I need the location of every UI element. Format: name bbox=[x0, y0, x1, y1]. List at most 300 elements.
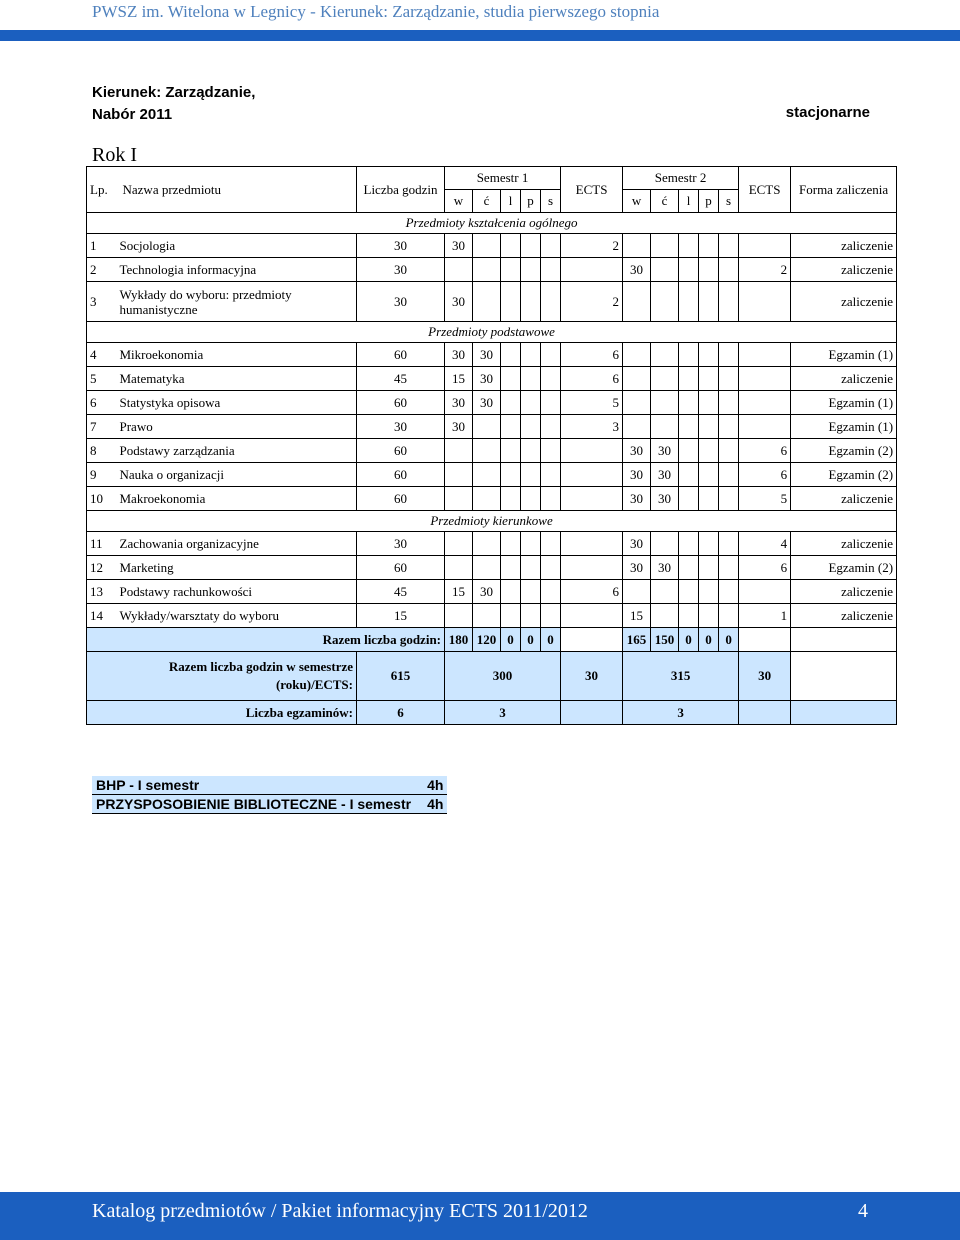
row-s1-cell bbox=[473, 258, 501, 282]
row-s1-cell bbox=[541, 556, 561, 580]
semester-totals-row bbox=[87, 652, 897, 701]
header-ects-1: ECTS bbox=[561, 167, 623, 213]
row-s2-cell: 30 bbox=[623, 556, 651, 580]
row-ects-2: 6 bbox=[739, 439, 791, 463]
row-s2-cell bbox=[699, 439, 719, 463]
table-row bbox=[87, 487, 897, 511]
page-number: 4 bbox=[858, 1200, 868, 1222]
row-lp: 13 bbox=[87, 580, 117, 604]
row-s1-cell bbox=[541, 258, 561, 282]
row-s1-cell bbox=[521, 487, 541, 511]
row-lp: 7 bbox=[87, 415, 117, 439]
row-s1-cell: 30 bbox=[473, 367, 501, 391]
row-s2-cell bbox=[719, 580, 739, 604]
row-lp: 9 bbox=[87, 463, 117, 487]
exam-count-empty-2 bbox=[739, 701, 791, 725]
row-forma: Egzamin (2) bbox=[791, 439, 897, 463]
extra-courses bbox=[92, 776, 447, 814]
row-hours: 30 bbox=[357, 234, 445, 258]
table-row bbox=[87, 258, 897, 282]
row-s2-cell: 30 bbox=[623, 463, 651, 487]
row-subject-name: Wykłady do wyboru: przedmioty humanistyczne bbox=[117, 282, 357, 322]
total-s1-cell: 120 bbox=[473, 628, 501, 652]
row-s1-cell bbox=[473, 556, 501, 580]
row-s2-cell bbox=[679, 439, 699, 463]
row-s2-cell bbox=[679, 258, 699, 282]
row-s1-cell bbox=[473, 604, 501, 628]
row-subject-name: Podstawy rachunkowości bbox=[117, 580, 357, 604]
extra-course-value: 4h bbox=[423, 776, 447, 795]
exam-count-empty-1 bbox=[561, 701, 623, 725]
row-subject-name: Nauka o organizacji bbox=[117, 463, 357, 487]
semester-total-hours: 615 bbox=[357, 652, 445, 701]
row-s2-cell bbox=[651, 343, 679, 367]
row-s2-cell: 30 bbox=[623, 532, 651, 556]
subheader-cell: p bbox=[699, 190, 719, 213]
row-ects-2 bbox=[739, 282, 791, 322]
row-lp: 1 bbox=[87, 234, 117, 258]
row-s2-cell: 30 bbox=[623, 258, 651, 282]
row-hours: 60 bbox=[357, 463, 445, 487]
row-s1-cell bbox=[501, 415, 521, 439]
row-s2-cell bbox=[623, 343, 651, 367]
row-s1-cell bbox=[521, 258, 541, 282]
row-s2-cell bbox=[719, 604, 739, 628]
program-info bbox=[92, 82, 255, 126]
row-s2-cell bbox=[623, 580, 651, 604]
row-forma: zaliczenie bbox=[791, 367, 897, 391]
semester-2-ects: 30 bbox=[739, 652, 791, 701]
row-subject-name: Socjologia bbox=[117, 234, 357, 258]
row-ects-2: 6 bbox=[739, 556, 791, 580]
header-title: PWSZ im. Witelona w Legnicy - Kierunek: Zarządzanie, studia pierwszego stopnia bbox=[92, 2, 660, 21]
row-s2-cell bbox=[699, 604, 719, 628]
section-title: Przedmioty podstawowe bbox=[87, 322, 897, 343]
row-s1-cell bbox=[541, 487, 561, 511]
section-row bbox=[87, 322, 897, 343]
row-forma: Egzamin (1) bbox=[791, 415, 897, 439]
row-ects-1: 6 bbox=[561, 343, 623, 367]
row-s1-cell bbox=[541, 604, 561, 628]
row-lp: 6 bbox=[87, 391, 117, 415]
exam-count-total: 6 bbox=[357, 701, 445, 725]
row-s1-cell: 30 bbox=[473, 580, 501, 604]
study-mode: stacjonarne bbox=[785, 104, 870, 121]
row-s1-cell bbox=[473, 463, 501, 487]
row-hours: 60 bbox=[357, 556, 445, 580]
semester-totals-empty bbox=[791, 652, 897, 701]
row-s1-cell bbox=[541, 532, 561, 556]
row-s1-cell bbox=[501, 367, 521, 391]
row-s1-cell bbox=[501, 258, 521, 282]
row-ects-1 bbox=[561, 604, 623, 628]
row-ects-2 bbox=[739, 367, 791, 391]
row-hours: 30 bbox=[357, 415, 445, 439]
row-s1-cell bbox=[501, 604, 521, 628]
row-s2-cell: 15 bbox=[623, 604, 651, 628]
row-s1-cell: 15 bbox=[445, 580, 473, 604]
table-row bbox=[87, 367, 897, 391]
row-s2-cell bbox=[623, 282, 651, 322]
row-forma: Egzamin (1) bbox=[791, 391, 897, 415]
exam-count-row bbox=[87, 701, 897, 725]
row-s2-cell bbox=[699, 463, 719, 487]
row-s2-cell bbox=[679, 463, 699, 487]
row-ects-1 bbox=[561, 487, 623, 511]
header-ects-2: ECTS bbox=[739, 167, 791, 213]
row-s2-cell: 30 bbox=[651, 556, 679, 580]
row-forma: zaliczenie bbox=[791, 258, 897, 282]
row-hours: 60 bbox=[357, 487, 445, 511]
row-s1-cell bbox=[521, 556, 541, 580]
extra-course-row bbox=[92, 776, 447, 795]
row-ects-2 bbox=[739, 415, 791, 439]
row-s2-cell bbox=[719, 556, 739, 580]
row-s1-cell bbox=[521, 391, 541, 415]
extra-course-value: 4h bbox=[423, 795, 447, 814]
row-s1-cell bbox=[445, 258, 473, 282]
header-hours: Liczba godzin bbox=[357, 167, 445, 213]
row-s1-cell bbox=[445, 463, 473, 487]
row-s1-cell bbox=[541, 343, 561, 367]
row-ects-2: 6 bbox=[739, 463, 791, 487]
row-s1-cell bbox=[541, 367, 561, 391]
row-s2-cell bbox=[719, 439, 739, 463]
row-s1-cell: 30 bbox=[473, 391, 501, 415]
total-s1-cell: 0 bbox=[501, 628, 521, 652]
row-s2-cell bbox=[651, 282, 679, 322]
row-s1-cell bbox=[445, 556, 473, 580]
row-s2-cell bbox=[651, 532, 679, 556]
row-s2-cell bbox=[679, 556, 699, 580]
row-s2-cell bbox=[679, 282, 699, 322]
total-s2-cell: 150 bbox=[651, 628, 679, 652]
row-s1-cell bbox=[541, 580, 561, 604]
row-s1-cell bbox=[501, 487, 521, 511]
row-s1-cell bbox=[501, 532, 521, 556]
row-s2-cell bbox=[651, 580, 679, 604]
row-s2-cell bbox=[679, 580, 699, 604]
row-ects-2 bbox=[739, 343, 791, 367]
row-lp: 14 bbox=[87, 604, 117, 628]
program-line-1: Kierunek: Zarządzanie, bbox=[92, 84, 256, 101]
row-s1-cell bbox=[501, 556, 521, 580]
total-s1-cell: 0 bbox=[541, 628, 561, 652]
row-lp: 11 bbox=[87, 532, 117, 556]
row-s2-cell bbox=[651, 367, 679, 391]
row-s1-cell bbox=[501, 439, 521, 463]
total-s2-cell: 0 bbox=[679, 628, 699, 652]
row-forma: zaliczenie bbox=[791, 487, 897, 511]
row-hours: 15 bbox=[357, 604, 445, 628]
row-s1-cell bbox=[473, 415, 501, 439]
row-s2-cell bbox=[651, 234, 679, 258]
row-s2-cell bbox=[679, 532, 699, 556]
table-header-row bbox=[87, 167, 897, 190]
row-ects-1 bbox=[561, 532, 623, 556]
table-row bbox=[87, 604, 897, 628]
row-s1-cell bbox=[445, 532, 473, 556]
table-row bbox=[87, 439, 897, 463]
table-row bbox=[87, 343, 897, 367]
row-lp: 5 bbox=[87, 367, 117, 391]
exam-count-s1: 3 bbox=[445, 701, 561, 725]
row-s1-cell bbox=[541, 391, 561, 415]
total-hours-row bbox=[87, 628, 897, 652]
row-ects-2 bbox=[739, 580, 791, 604]
row-lp: 8 bbox=[87, 439, 117, 463]
semester-totals-label bbox=[87, 652, 357, 701]
row-s1-cell bbox=[473, 532, 501, 556]
table-row bbox=[87, 463, 897, 487]
header-forma: Forma zaliczenia bbox=[791, 167, 897, 213]
row-s2-cell bbox=[719, 463, 739, 487]
total-ects-1-empty bbox=[561, 628, 623, 652]
row-s1-cell: 30 bbox=[445, 234, 473, 258]
row-s1-cell bbox=[521, 439, 541, 463]
row-ects-1: 6 bbox=[561, 580, 623, 604]
total-s1-cell: 180 bbox=[445, 628, 473, 652]
row-hours: 45 bbox=[357, 367, 445, 391]
row-s1-cell bbox=[541, 415, 561, 439]
row-s2-cell bbox=[699, 532, 719, 556]
subheader-cell: l bbox=[501, 190, 521, 213]
row-s2-cell bbox=[679, 415, 699, 439]
row-s1-cell bbox=[501, 391, 521, 415]
row-s1-cell bbox=[521, 234, 541, 258]
row-lp: 3 bbox=[87, 282, 117, 322]
row-s2-cell bbox=[651, 604, 679, 628]
row-hours: 45 bbox=[357, 580, 445, 604]
row-s1-cell bbox=[501, 282, 521, 322]
row-forma: Egzamin (2) bbox=[791, 556, 897, 580]
row-s2-cell bbox=[651, 258, 679, 282]
table-row bbox=[87, 532, 897, 556]
row-hours: 30 bbox=[357, 282, 445, 322]
row-forma: zaliczenie bbox=[791, 604, 897, 628]
row-s1-cell bbox=[501, 463, 521, 487]
subheader-cell: p bbox=[521, 190, 541, 213]
row-s2-cell bbox=[699, 556, 719, 580]
total-s2-cell: 0 bbox=[719, 628, 739, 652]
row-s1-cell bbox=[521, 343, 541, 367]
semester-1-hours: 300 bbox=[445, 652, 561, 701]
row-lp: 4 bbox=[87, 343, 117, 367]
table-row bbox=[87, 580, 897, 604]
row-subject-name: Makroekonomia bbox=[117, 487, 357, 511]
row-hours: 30 bbox=[357, 258, 445, 282]
row-forma: zaliczenie bbox=[791, 532, 897, 556]
total-s2-cell: 165 bbox=[623, 628, 651, 652]
table-row bbox=[87, 282, 897, 322]
section-row bbox=[87, 213, 897, 234]
row-s1-cell bbox=[473, 487, 501, 511]
row-subject-name: Prawo bbox=[117, 415, 357, 439]
row-hours: 60 bbox=[357, 439, 445, 463]
row-s2-cell bbox=[651, 391, 679, 415]
total-ects-2-empty bbox=[739, 628, 791, 652]
year-heading: Rok I bbox=[92, 144, 137, 166]
row-ects-1: 5 bbox=[561, 391, 623, 415]
row-s2-cell bbox=[699, 258, 719, 282]
row-forma: zaliczenie bbox=[791, 282, 897, 322]
extra-course-label: BHP - I semestr bbox=[92, 776, 423, 795]
row-s1-cell: 15 bbox=[445, 367, 473, 391]
row-ects-2: 4 bbox=[739, 532, 791, 556]
subheader-cell: l bbox=[679, 190, 699, 213]
row-s1-cell: 30 bbox=[445, 415, 473, 439]
row-s1-cell: 30 bbox=[445, 391, 473, 415]
row-s2-cell bbox=[699, 487, 719, 511]
row-s2-cell bbox=[651, 415, 679, 439]
table-row bbox=[87, 556, 897, 580]
row-s2-cell bbox=[699, 343, 719, 367]
row-s1-cell bbox=[521, 604, 541, 628]
row-s1-cell bbox=[445, 604, 473, 628]
row-s2-cell: 30 bbox=[623, 439, 651, 463]
total-s1-cell: 0 bbox=[521, 628, 541, 652]
row-s2-cell bbox=[699, 282, 719, 322]
row-s2-cell bbox=[679, 343, 699, 367]
row-s1-cell bbox=[521, 532, 541, 556]
row-s2-cell bbox=[623, 391, 651, 415]
page-header bbox=[0, 0, 960, 44]
row-ects-1 bbox=[561, 556, 623, 580]
header-semester-2: Semestr 2 bbox=[623, 167, 739, 190]
row-s1-cell bbox=[501, 343, 521, 367]
row-s1-cell bbox=[501, 580, 521, 604]
row-hours: 30 bbox=[357, 532, 445, 556]
page-footer bbox=[0, 1192, 960, 1240]
row-s2-cell bbox=[719, 415, 739, 439]
header-lp: Lp. bbox=[87, 167, 117, 213]
row-subject-name: Statystyka opisowa bbox=[117, 391, 357, 415]
footer-text: Katalog przedmiotów / Pakiet informacyjny ECTS 2011/2012 bbox=[92, 1200, 588, 1222]
row-subject-name: Podstawy zarządzania bbox=[117, 439, 357, 463]
row-s2-cell: 30 bbox=[623, 487, 651, 511]
row-s1-cell bbox=[445, 487, 473, 511]
extra-course-label: PRZYSPOSOBIENIE BIBLIOTECZNE - I semestr bbox=[92, 795, 423, 814]
row-s1-cell bbox=[473, 282, 501, 322]
row-subject-name: Wykłady/warsztaty do wyboru bbox=[117, 604, 357, 628]
section-title: Przedmioty kierunkowe bbox=[87, 511, 897, 532]
row-ects-1 bbox=[561, 439, 623, 463]
row-s2-cell: 30 bbox=[651, 439, 679, 463]
semester-totals-label-line-1: Razem liczba godzin w semestrze bbox=[168, 659, 353, 674]
header-bar bbox=[0, 30, 960, 41]
row-ects-1: 6 bbox=[561, 367, 623, 391]
row-s2-cell bbox=[623, 234, 651, 258]
row-s1-cell bbox=[473, 234, 501, 258]
exam-count-label: Liczba egzaminów: bbox=[87, 701, 357, 725]
row-s2-cell bbox=[719, 343, 739, 367]
total-hours-label: Razem liczba godzin: bbox=[87, 628, 445, 652]
row-subject-name: Zachowania organizacyjne bbox=[117, 532, 357, 556]
row-forma: zaliczenie bbox=[791, 580, 897, 604]
row-s1-cell bbox=[541, 234, 561, 258]
row-subject-name: Mikroekonomia bbox=[117, 343, 357, 367]
extra-course-row bbox=[92, 795, 447, 814]
row-ects-2: 2 bbox=[739, 258, 791, 282]
row-s1-cell: 30 bbox=[473, 343, 501, 367]
row-ects-1: 2 bbox=[561, 282, 623, 322]
row-s2-cell bbox=[719, 367, 739, 391]
subheader-cell: s bbox=[719, 190, 739, 213]
row-s1-cell bbox=[521, 463, 541, 487]
row-forma: Egzamin (2) bbox=[791, 463, 897, 487]
row-s1-cell bbox=[521, 367, 541, 391]
table-row bbox=[87, 391, 897, 415]
subheader-cell: w bbox=[445, 190, 473, 213]
row-s1-cell bbox=[541, 282, 561, 322]
row-s2-cell bbox=[623, 415, 651, 439]
curriculum-table bbox=[86, 166, 897, 725]
row-s2-cell: 30 bbox=[651, 487, 679, 511]
row-lp: 10 bbox=[87, 487, 117, 511]
row-hours: 60 bbox=[357, 343, 445, 367]
row-s2-cell bbox=[719, 487, 739, 511]
row-s2-cell bbox=[679, 604, 699, 628]
section-row bbox=[87, 511, 897, 532]
row-s1-cell bbox=[521, 415, 541, 439]
row-s2-cell bbox=[699, 234, 719, 258]
row-ects-1: 2 bbox=[561, 234, 623, 258]
row-s1-cell bbox=[521, 282, 541, 322]
row-s2-cell bbox=[679, 234, 699, 258]
row-s2-cell bbox=[699, 415, 719, 439]
exam-count-empty-3 bbox=[791, 701, 897, 725]
row-hours: 60 bbox=[357, 391, 445, 415]
row-subject-name: Technologia informacyjna bbox=[117, 258, 357, 282]
subheader-cell: ć bbox=[473, 190, 501, 213]
row-s2-cell bbox=[719, 258, 739, 282]
row-ects-1 bbox=[561, 258, 623, 282]
row-subject-name: Marketing bbox=[117, 556, 357, 580]
row-s1-cell: 30 bbox=[445, 282, 473, 322]
row-lp: 12 bbox=[87, 556, 117, 580]
row-forma: zaliczenie bbox=[791, 234, 897, 258]
header-semester-1: Semestr 1 bbox=[445, 167, 561, 190]
semester-totals-label-line-2: (roku)/ECTS: bbox=[275, 677, 353, 692]
subheader-cell: s bbox=[541, 190, 561, 213]
row-s2-cell bbox=[699, 367, 719, 391]
row-ects-2 bbox=[739, 234, 791, 258]
row-ects-1 bbox=[561, 463, 623, 487]
row-s2-cell bbox=[679, 391, 699, 415]
row-s2-cell bbox=[719, 282, 739, 322]
row-ects-1: 3 bbox=[561, 415, 623, 439]
semester-2-hours: 315 bbox=[623, 652, 739, 701]
row-s2-cell bbox=[719, 532, 739, 556]
subheader-cell: ć bbox=[651, 190, 679, 213]
row-s1-cell bbox=[521, 580, 541, 604]
row-s2-cell bbox=[699, 391, 719, 415]
exam-count-s2: 3 bbox=[623, 701, 739, 725]
semester-1-ects: 30 bbox=[561, 652, 623, 701]
subheader-cell: w bbox=[623, 190, 651, 213]
row-ects-2: 5 bbox=[739, 487, 791, 511]
row-subject-name: Matematyka bbox=[117, 367, 357, 391]
row-s1-cell bbox=[501, 234, 521, 258]
row-s1-cell bbox=[541, 439, 561, 463]
row-ects-2 bbox=[739, 391, 791, 415]
row-s2-cell bbox=[719, 391, 739, 415]
section-title: Przedmioty kształcenia ogólnego bbox=[87, 213, 897, 234]
table-row bbox=[87, 415, 897, 439]
program-line-2: Nabór 2011 bbox=[92, 106, 173, 123]
row-s1-cell bbox=[541, 463, 561, 487]
total-forma-empty bbox=[791, 628, 897, 652]
